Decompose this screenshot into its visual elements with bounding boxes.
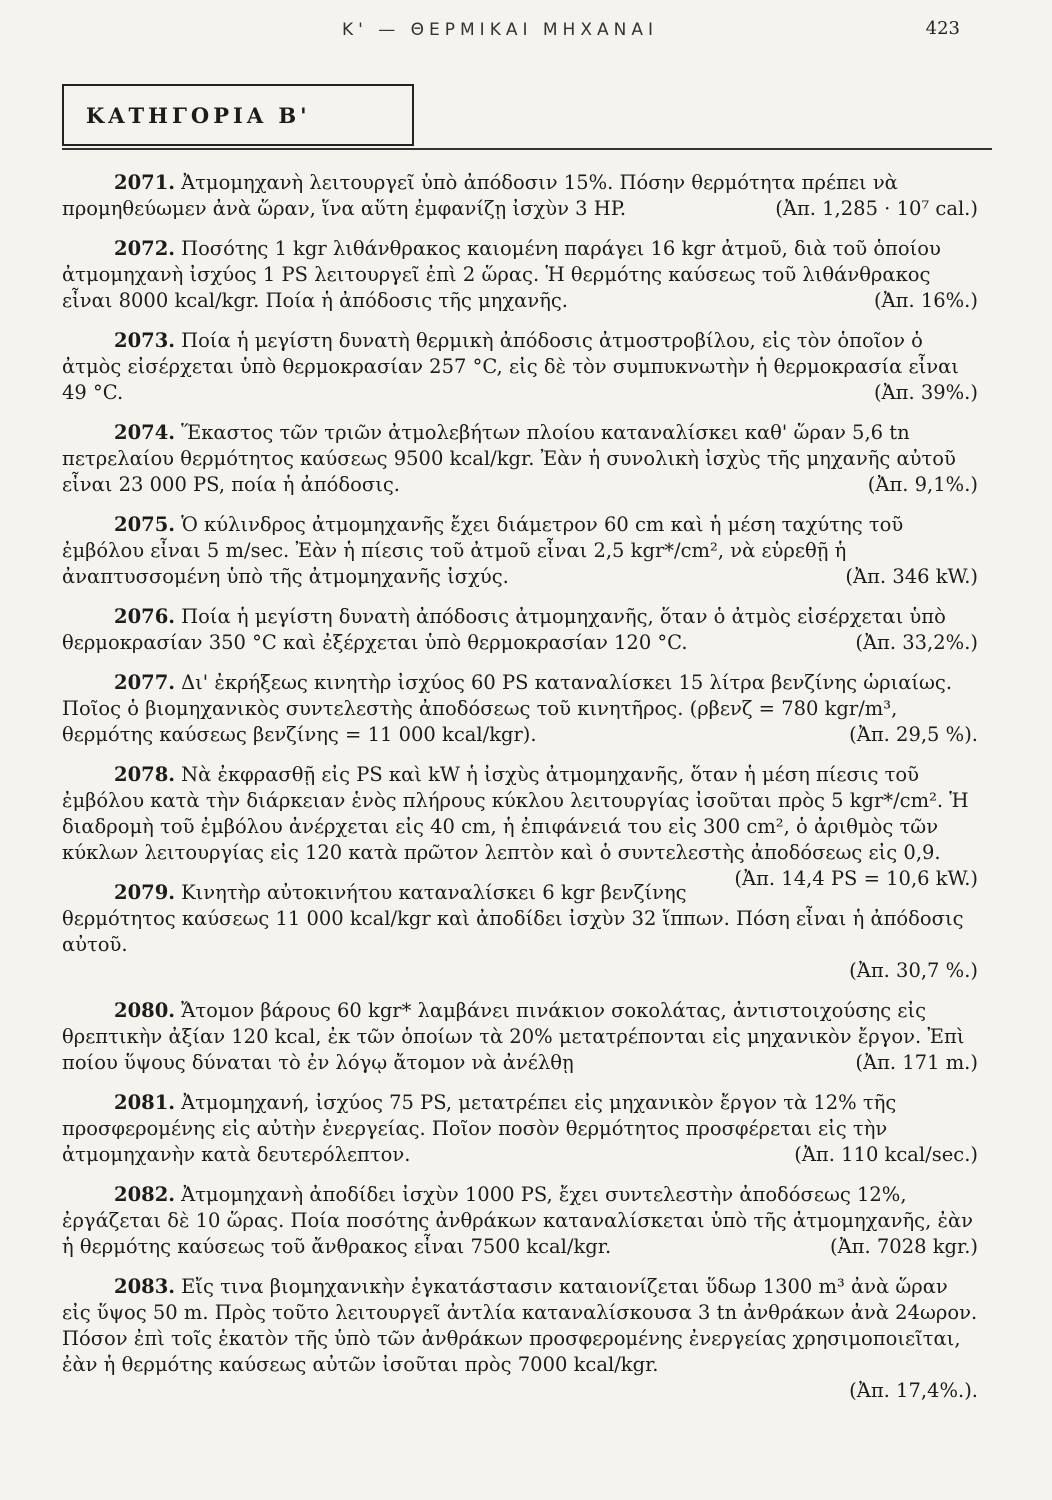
problem-list xyxy=(62,170,982,1418)
problem-text: Ποία ἡ μεγίστη δυνατὴ θερμικὴ ἀπόδοσις ἀτμοστροβίλου, εἰς τὸν ὁποῖον ὁ ἀτμὸς εἰσέρχεται ὑπὸ θερμοκρασίαν 257 °C, εἰς δὲ τὸν συμπυκνωτὴν ἡ θερμοκρασία εἶναι 49 °C. xyxy=(62,329,959,404)
problem-number: 2071. xyxy=(114,171,176,194)
problem-text: Ἀτμομηχανὴ λειτουργεῖ ὑπὸ ἀπόδοσιν 15%. Πόσην θερμότητα πρέπει νὰ προμηθεύωμεν ἀνὰ ὥραν, ἵνα αὕτη ἐμφανίζῃ ἰσχὺν 3 HP. xyxy=(62,171,898,220)
problem-answer: (Ἀπ. 7028 kgr.) xyxy=(829,1235,978,1258)
problem-text: Ὁ κύλινδρος ἀτμομηχανῆς ἔχει διάμετρον 60 cm καὶ ἡ μέση ταχύτης τοῦ ἐμβόλου εἶναι 5 m/sec. Ἐὰν ἡ πίεσις τοῦ ἀτμοῦ εἶναι 2,5 kgr*/cm², νὰ εὑρεθῇ ἡ ἀναπτυσσομένη ὑπὸ τῆς ἀτμομηχανῆς ἰσχύς. xyxy=(62,513,904,588)
problem-text: Ἄτομον βάρους 60 kgr* λαμβάνει πινάκιον σοκολάτας, ἀντιστοιχούσης εἰς θρεπτικὴν ἀξίαν 120 kcal, ἐκ τῶν ὁποίων τὰ 20% μετατρέπονται εἰς μηχανικὸν ἔργον. Ἐπὶ ποίου ὕψους δύναται τὸ ἐν λόγῳ ἄτομον νὰ ἀνέλθῃ xyxy=(62,999,965,1074)
problem-text: Εἴς τινα βιομηχανικὴν ἐγκατάστασιν καταιονίζεται ὕδωρ 1300 m³ ἀνὰ ὥραν εἰς ὕψος 50 m. Πρὸς τοῦτο λειτουργεῖ ἀντλία καταναλίσκουσα 3 tn ἀνθράκων ἀνὰ 24ωρον. Πόσον ἐπὶ τοῖς ἑκατὸν τῆς ὑπὸ τῶν ἀνθράκων προσφερομένης ἐνεργείας χρησιμοποιεῖται, ἐὰν ἡ θερμότης καύσεως αὐτῶν ἰσοῦται πρὸς 7000 kcal/kgr. xyxy=(62,1275,978,1376)
problem-number: 2077. xyxy=(114,671,176,694)
problem-answer: (Ἀπ. 33,2%.) xyxy=(855,631,978,654)
problem-2081 xyxy=(62,1090,982,1168)
running-head: Κ' — ΘΕΡΜΙΚΑΙ ΜΗΧΑΝΑΙ xyxy=(342,20,658,40)
problem-2074 xyxy=(62,420,982,498)
problem-2080 xyxy=(62,998,982,1076)
problem-number: 2072. xyxy=(114,237,176,260)
problem-2075 xyxy=(62,512,982,590)
problem-number: 2073. xyxy=(114,329,176,352)
divider-rule xyxy=(62,148,992,150)
problem-answer: (Ἀπ. 29,5 %). xyxy=(849,723,978,746)
problem-2073 xyxy=(62,328,982,406)
problem-text: Κινητὴρ αὐτοκινήτου καταναλίσκει 6 kgr βενζίνης θερμότητος καύσεως 11 000 kcal/kgr καὶ ἀποδίδει ἰσχὺν 32 ἵππων. Πόση εἶναι ἡ ἀπόδοσις αὐτοῦ. xyxy=(62,881,964,956)
problem-number: 2082. xyxy=(114,1183,176,1206)
problem-text: Ἀτμομηχανή, ἰσχύος 75 PS, μετατρέπει εἰς μηχανικὸν ἔργον τὰ 12% τῆς προσφερομένης εἰς αὐτὴν ἐνεργείας. Ποῖον ποσὸν θερμότητος προσφέρεται εἰς τὴν ἀτμομηχανὴν κατὰ δευτερόλεπτον. xyxy=(62,1091,897,1166)
problem-number: 2075. xyxy=(114,513,176,536)
problem-number: 2081. xyxy=(114,1091,176,1114)
problem-2072 xyxy=(62,236,982,314)
problem-text: Νὰ ἐκφρασθῇ εἰς PS καὶ kW ἡ ἰσχὺς ἀτμομηχανῆς, ὅταν ἡ μέση πίεσις τοῦ ἐμβόλου κατὰ τὴν διάρκειαν ἑνὸς πλήρους κύκλου λειτουργίας ἰσοῦται πρὸς 5 kgr*/cm². Ἡ διαδρομὴ τοῦ ἐμβόλου ἀνέρχεται εἰς 40 cm, ἡ ἐπιφάνειά του εἰς 300 cm², ὁ ἀριθμὸς τῶν κύκλων λειτουργίας εἰς 120 κατὰ πρῶτον λεπτὸν καὶ ὁ συντελεστὴς ἀποδόσεως εἰς 0,9. xyxy=(62,763,969,864)
problem-2082 xyxy=(62,1182,982,1260)
problem-number: 2074. xyxy=(114,421,176,444)
problem-text: Δι' ἐκρήξεως κινητὴρ ἰσχύος 60 PS καταναλίσκει 15 λίτρα βενζίνης ὡριαίως. Ποῖος ὁ βιομηχανικὸς συντελεστὴς ἀποδόσεως τοῦ κινητῆρος. (ρβενζ = 780 kgr/m³, θερμότης καύσεως βενζίνης = 11 000 kcal/kgr). xyxy=(62,671,953,746)
problem-text: Ποία ἡ μεγίστη δυνατὴ ἀπόδοσις ἀτμομηχανῆς, ὅταν ὁ ἀτμὸς εἰσέρχεται ὑπὸ θερμοκρασίαν 350 °C καὶ ἐξέρχεται ὑπὸ θερμοκρασίαν 120 °C. xyxy=(62,605,946,654)
category-heading xyxy=(62,84,414,146)
problem-answer: (Ἀπ. 346 kW.) xyxy=(845,565,978,588)
problem-2076 xyxy=(62,604,982,656)
problem-answer: (Ἀπ. 171 m.) xyxy=(855,1051,978,1074)
problem-number: 2078. xyxy=(114,763,176,786)
problem-answer: (Ἀπ. 110 kcal/sec.) xyxy=(794,1143,978,1166)
problem-2071 xyxy=(62,170,982,222)
problem-number: 2080. xyxy=(114,999,176,1022)
problem-text: Ποσότης 1 kgr λιθάνθρακος καιομένη παράγει 16 kgr ἀτμοῦ, διὰ τοῦ ὁποίου ἀτμομηχανὴ ἰσχύος 1 PS λειτουργεῖ ἐπὶ 2 ὥρας. Ἡ θερμότης καύσεως τοῦ λιθάνθρακος εἶναι 8000 kcal/kgr. Ποία ἡ ἀπόδοσις τῆς μηχανῆς. xyxy=(62,237,941,312)
problem-answer: (Ἀπ. 1,285 · 10⁷ cal.) xyxy=(775,197,978,220)
problem-answer: (Ἀπ. 14,4 PS = 10,6 kW.) xyxy=(734,867,978,890)
page-number: 423 xyxy=(925,18,960,39)
problem-2077 xyxy=(62,670,982,748)
problem-answer: (Ἀπ. 17,4%.). xyxy=(849,1379,978,1402)
problem-2078 xyxy=(62,762,982,890)
problem-answer: (Ἀπ. 30,7 %.) xyxy=(849,959,978,982)
problem-answer: (Ἀπ. 16%.) xyxy=(873,289,978,312)
problem-number: 2083. xyxy=(114,1275,176,1298)
problem-number: 2076. xyxy=(114,605,176,628)
problem-number: 2079. xyxy=(114,881,176,904)
problem-2083 xyxy=(62,1274,982,1404)
problem-text: Ἀτμομηχανὴ ἀποδίδει ἰσχὺν 1000 PS, ἔχει συντελεστὴν ἀποδόσεως 12%, ἐργάζεται δὲ 10 ὥρας. Ποία ποσότης ἀνθράκων καταναλίσκεται ὑπὸ τῆς ἀτμομηχανῆς, ἐὰν ἡ θερμότης καύσεως τοῦ ἄνθρακος εἶναι 7500 kcal/kgr. xyxy=(62,1183,973,1258)
problem-answer: (Ἀπ. 9,1%.) xyxy=(867,473,978,496)
problem-answer: (Ἀπ. 39%.) xyxy=(873,381,978,404)
category-label: ΚΑΤΗΓΟΡΙΑ Β' xyxy=(86,102,311,128)
problem-text: Ἕκαστος τῶν τριῶν ἀτμολεβήτων πλοίου καταναλίσκει καθ' ὥραν 5,6 tn πετρελαίου θερμότητος καύσεως 9500 kcal/kgr. Ἐὰν ἡ συνολικὴ ἰσχὺς τῆς μηχανῆς αὐτοῦ εἶναι 23 000 PS, ποία ἡ ἀπόδοσις. xyxy=(62,421,956,496)
problem-2079 xyxy=(62,880,982,984)
